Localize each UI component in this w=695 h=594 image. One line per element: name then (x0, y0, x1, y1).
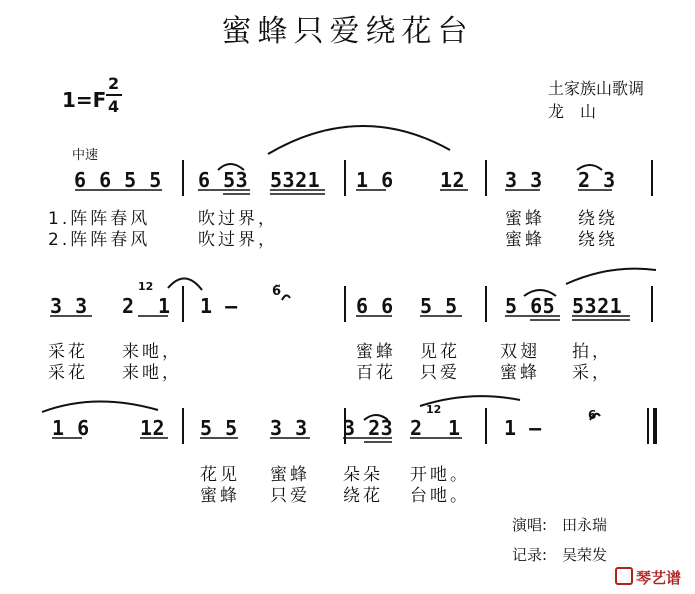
singer-name: 田永瑞 (562, 516, 608, 534)
lyric: 采花 (48, 342, 88, 362)
lyric: 采花 (48, 363, 88, 383)
note-group: 12 (140, 416, 166, 440)
grace-note: 6̆ (272, 284, 282, 299)
grace-note: 12 (138, 280, 154, 293)
lyric: 见花 (420, 342, 460, 362)
lyric: 2.阵阵春风 (48, 230, 151, 250)
note-group: 1 — (504, 416, 542, 440)
note-group: 6 53 (198, 168, 249, 192)
note-group: 6 6 5 5 (74, 168, 162, 192)
lyric: 蜜蜂 (356, 342, 396, 362)
note-group: 1 6 (52, 416, 90, 440)
lyric: 蜜蜂 (200, 486, 240, 506)
note-group: 5 5 (200, 416, 238, 440)
note-group: 1 — (200, 294, 238, 318)
lyric: 1.阵阵春风 (48, 209, 151, 229)
note-group: 2 3 (578, 168, 616, 192)
lyric: 绕花 (343, 486, 383, 506)
note-group: 5321 (572, 294, 623, 318)
singer-label: 演唱: (512, 516, 548, 534)
time-signature-bottom: 4 (108, 97, 120, 116)
note-group: 12 (440, 168, 466, 192)
lyric: 绕绕 (578, 209, 618, 229)
lyric: 台吔。 (410, 486, 470, 506)
note-group: 5321 (270, 168, 321, 192)
note-group: 3 3 (270, 416, 308, 440)
tune-source: 土家族山歌调 (548, 79, 645, 98)
note-group: 5 5 (420, 294, 458, 318)
grace-note: 6 (588, 408, 597, 422)
lyric: 只爱 (270, 486, 310, 506)
lyric: 花见 (200, 465, 240, 485)
lyric: 吹过界， (198, 230, 278, 250)
lyric: 拍， (572, 342, 612, 362)
note-group: 1 6 (356, 168, 394, 192)
lyric: 双翅 (500, 342, 540, 362)
note-group: 6 6 (356, 294, 394, 318)
watermark-logo: 琴艺谱 (615, 567, 681, 588)
lyric: 朵朵 (343, 465, 383, 485)
note-group: 5 65 (505, 294, 556, 318)
lyric: 吹过界， (198, 209, 278, 229)
note-group: 2 (410, 416, 423, 440)
recorder-label: 记录: (512, 546, 548, 564)
lyric: 百花 (356, 363, 396, 383)
lyric: 蜜蜂 (505, 230, 545, 250)
lyric: 蜜蜂 (500, 363, 540, 383)
lyric: 蜜蜂 (270, 465, 310, 485)
recorder-name: 吴荣发 (562, 546, 608, 564)
lyric: 来吔， (122, 363, 182, 383)
note-group: 3 3 (50, 294, 88, 318)
note-group: 3 23 (343, 416, 394, 440)
lyric: 开吔。 (410, 465, 470, 485)
lyric: 来吔， (122, 342, 182, 362)
note-group: 3 3 (505, 168, 543, 192)
logo-icon (615, 567, 633, 585)
time-signature-top: 2 (108, 74, 120, 93)
note-group: 1 (158, 294, 171, 318)
lyric: 只爱 (420, 363, 460, 383)
note-group: 1 (448, 416, 461, 440)
tempo-marking: 中速 (72, 148, 99, 163)
key-signature: 1=F (62, 88, 107, 112)
lyric: 采， (572, 363, 612, 383)
note-group: 2 (122, 294, 135, 318)
lyric: 绕绕 (578, 230, 618, 250)
grace-note: 12 (426, 403, 442, 416)
arranger: 龙 山 (548, 102, 597, 121)
lyric: 蜜蜂 (505, 209, 545, 229)
song-title: 蜜蜂只爱绕花台 (221, 14, 474, 49)
